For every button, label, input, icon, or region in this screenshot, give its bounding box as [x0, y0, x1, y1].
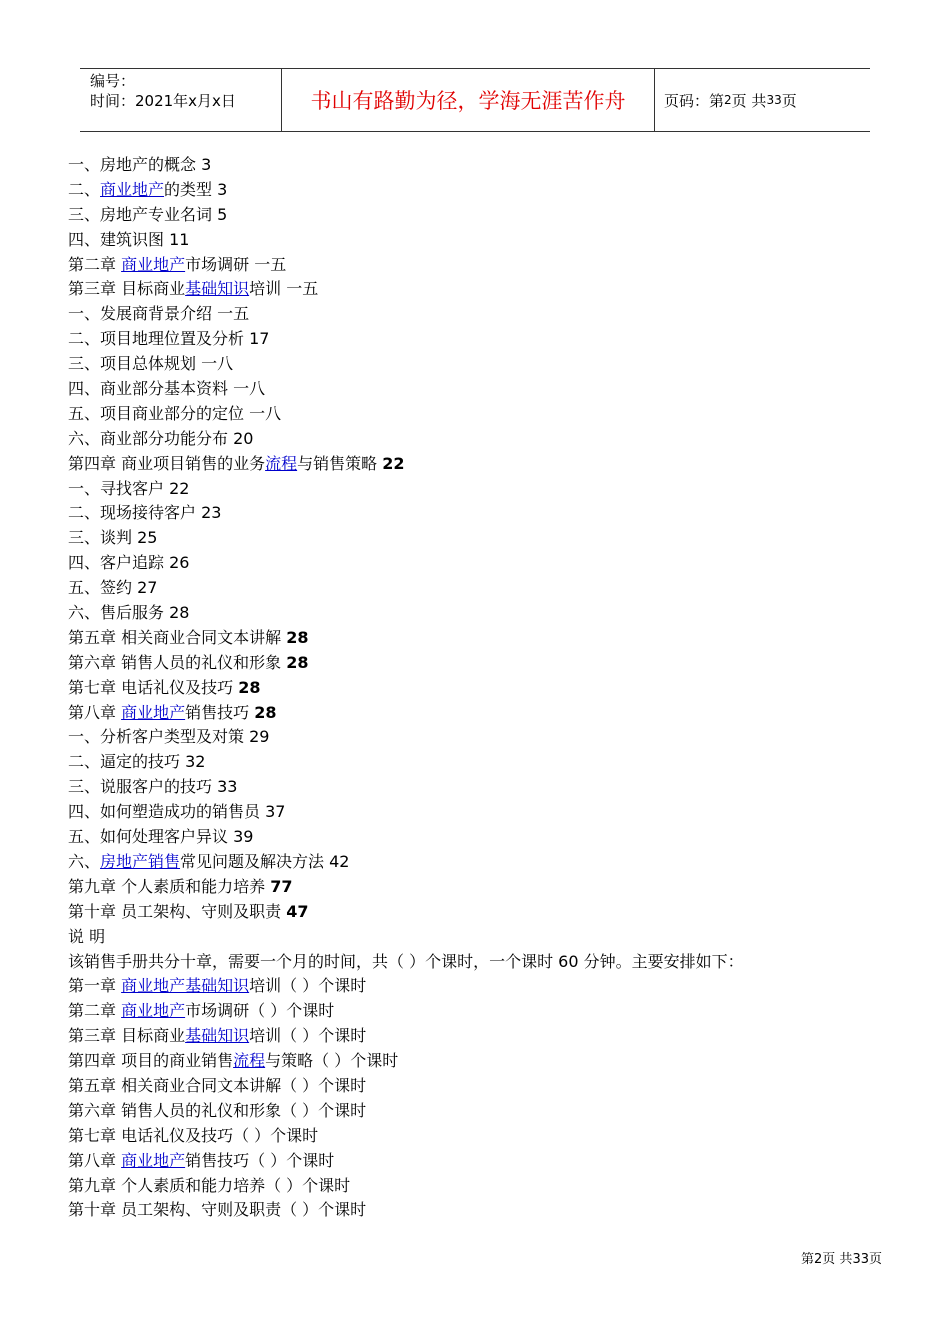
line-text: 第十章 员工架构、守则及职责（ ）个课时: [68, 1200, 367, 1220]
content-line: [68, 850, 908, 875]
content-line: [68, 900, 908, 925]
content-line: [68, 750, 908, 775]
content-line: [68, 950, 908, 975]
line-text: 二、逼定的技巧 32: [68, 752, 206, 772]
page-prefix: 页码：第: [664, 91, 725, 110]
content-line: [68, 277, 908, 302]
line-text: 第八章: [68, 702, 122, 722]
content-line: [68, 526, 908, 551]
line-text: 该销售手册共分十章，需要一个月的时间，共（ ）个课时，一个课时 60 分钟。主要安排如下：: [68, 951, 744, 971]
line-text: 第四章 商业项目销售的业务: [68, 453, 266, 473]
doc-number: 编号：: [90, 72, 136, 90]
page-ref: 28: [286, 627, 309, 647]
line-text: 四、建筑识图 11: [68, 229, 190, 249]
line-text: 第十章 员工架构、守则及职责: [68, 901, 287, 921]
line-text: 三、谈判 25: [68, 528, 158, 548]
hyperlink[interactable]: 流程: [233, 1051, 266, 1071]
line-text: 五、签约 27: [68, 578, 158, 598]
line-text: 第一章: [68, 976, 122, 996]
doc-time: 时间：2021年x月x日: [90, 92, 236, 110]
line-text: 五、项目商业部分的定位 一八: [68, 403, 282, 423]
content-line: [68, 974, 908, 999]
line-text: 六、售后服务 28: [68, 603, 190, 623]
content-line: [68, 153, 908, 178]
content-line: [68, 1024, 908, 1049]
header-divider: [654, 69, 655, 131]
content-line: [68, 576, 908, 601]
line-text: 常见问题及解决方法 42: [180, 851, 350, 871]
footer-mid: 页 共: [822, 1252, 853, 1267]
page-ref: 28: [238, 677, 261, 697]
footer-page-total: 33: [852, 1252, 869, 1267]
hyperlink[interactable]: 房地产销售: [100, 851, 181, 871]
content-line: [68, 377, 908, 402]
line-text: 与销售策略: [297, 453, 383, 473]
content-line: [68, 1124, 908, 1149]
line-text: 第七章 电话礼仪及技巧: [68, 677, 239, 697]
line-text: 三、房地产专业名词 5: [68, 204, 228, 224]
footer-suffix: 页: [868, 1252, 882, 1267]
line-text: 第七章 电话礼仪及技巧（ ）个课时: [68, 1125, 319, 1145]
line-text: 的类型 3: [164, 179, 228, 199]
line-text: 第三章 目标商业: [68, 279, 186, 299]
content-line: [68, 1149, 908, 1174]
content-line: [68, 452, 908, 477]
content-line: [68, 551, 908, 576]
line-text: 第二章: [68, 254, 122, 274]
content-line: [68, 601, 908, 626]
page-mid: 页 共: [731, 91, 767, 110]
line-text: 一、分析客户类型及对策 29: [68, 727, 270, 747]
content-line: [68, 875, 908, 900]
line-text: 市场调研（ ）个课时: [185, 1001, 335, 1021]
line-text: 与策略（ ）个课时: [265, 1051, 399, 1071]
hyperlink[interactable]: 基础知识: [185, 279, 250, 299]
line-text: 销售技巧: [185, 702, 255, 722]
page-header: [80, 68, 870, 132]
page-ref: 28: [286, 652, 309, 672]
content-line: [68, 228, 908, 253]
hyperlink[interactable]: 流程: [265, 453, 298, 473]
content-line: [68, 1174, 908, 1199]
line-text: 说 明: [68, 926, 106, 946]
footer-page-number: 2: [814, 1252, 823, 1267]
page-suffix: 页: [781, 91, 797, 110]
content-line: [68, 800, 908, 825]
content-line: [68, 701, 908, 726]
line-text: 三、项目总体规划 一八: [68, 354, 234, 374]
page-ref: 28: [254, 702, 277, 722]
hyperlink[interactable]: 商业地产: [121, 254, 186, 274]
line-text: 第六章 销售人员的礼仪和形象: [68, 652, 287, 672]
content-line: [68, 402, 908, 427]
line-text: 第六章 销售人员的礼仪和形象（ ）个课时: [68, 1100, 367, 1120]
content-line: [68, 1099, 908, 1124]
content-line: [68, 925, 908, 950]
line-text: 第四章 项目的商业销售: [68, 1051, 234, 1071]
line-text: 市场调研 一五: [185, 254, 287, 274]
content-line: [68, 775, 908, 800]
line-text: 三、说服客户的技巧 33: [68, 777, 238, 797]
content-line: [68, 427, 908, 452]
header-page-info: [664, 69, 864, 131]
page-total: 33: [766, 93, 782, 107]
header-meta: [90, 69, 280, 133]
line-text: 第三章 目标商业: [68, 1026, 186, 1046]
content-line: [68, 477, 908, 502]
content-line: [68, 352, 908, 377]
content-line: [68, 999, 908, 1024]
hyperlink[interactable]: 商业地产: [121, 1001, 186, 1021]
line-text: 四、商业部分基本资料 一八: [68, 379, 266, 399]
content-line: [68, 725, 908, 750]
page-ref: 22: [382, 453, 405, 473]
content-line: [68, 302, 908, 327]
line-text: 一、寻找客户 22: [68, 478, 190, 498]
content-line: [68, 253, 908, 278]
line-text: 第五章 相关商业合同文本讲解: [68, 627, 287, 647]
content-line: [68, 651, 908, 676]
hyperlink[interactable]: 商业地产: [121, 1150, 186, 1170]
line-text: 第二章: [68, 1001, 122, 1021]
line-text: 一、发展商背景介绍 一五: [68, 304, 250, 324]
content-line: [68, 327, 908, 352]
line-text: 培训 一五: [249, 279, 319, 299]
line-text: 二、现场接待客户 23: [68, 503, 222, 523]
line-text: 四、如何塑造成功的销售员 37: [68, 802, 286, 822]
content-line: [68, 1049, 908, 1074]
content-line: [68, 1198, 908, 1223]
content-line: [68, 825, 908, 850]
line-text: 六、: [68, 851, 101, 871]
page-ref: 47: [286, 901, 309, 921]
line-text: 培训（ ）个课时: [249, 976, 367, 996]
header-motto: 书山有路勤为径，学海无涯苦作舟: [310, 89, 626, 113]
line-text: 第八章: [68, 1150, 122, 1170]
page-footer: [801, 1248, 882, 1267]
footer-prefix: 第: [801, 1252, 815, 1267]
hyperlink[interactable]: 商业地产: [121, 702, 186, 722]
content-line: [68, 626, 908, 651]
page-number: 2: [724, 93, 732, 107]
hyperlink[interactable]: 商业地产: [100, 179, 165, 199]
line-text: 第五章 相关商业合同文本讲解（ ）个课时: [68, 1075, 367, 1095]
line-text: 培训（ ）个课时: [249, 1026, 367, 1046]
content-line: [68, 676, 908, 701]
content-line: [68, 501, 908, 526]
line-text: 六、商业部分功能分布 20: [68, 428, 254, 448]
line-text: 第九章 个人素质和能力培养（ ）个课时: [68, 1175, 351, 1195]
content-line: [68, 178, 908, 203]
hyperlink[interactable]: 商业地产基础知识: [121, 976, 250, 996]
content-line: [68, 1074, 908, 1099]
hyperlink[interactable]: 基础知识: [185, 1026, 250, 1046]
content-line: [68, 203, 908, 228]
line-text: 五、如何处理客户异议 39: [68, 827, 254, 847]
line-text: 二、项目地理位置及分析 17: [68, 329, 270, 349]
page-ref: 77: [270, 876, 293, 896]
line-text: 第九章 个人素质和能力培养: [68, 876, 271, 896]
table-of-contents: [68, 153, 908, 1223]
line-text: 二、: [68, 179, 101, 199]
line-text: 四、客户追踪 26: [68, 553, 190, 573]
line-text: 一、房地产的概念 3: [68, 155, 212, 174]
line-text: 销售技巧（ ）个课时: [185, 1150, 335, 1170]
